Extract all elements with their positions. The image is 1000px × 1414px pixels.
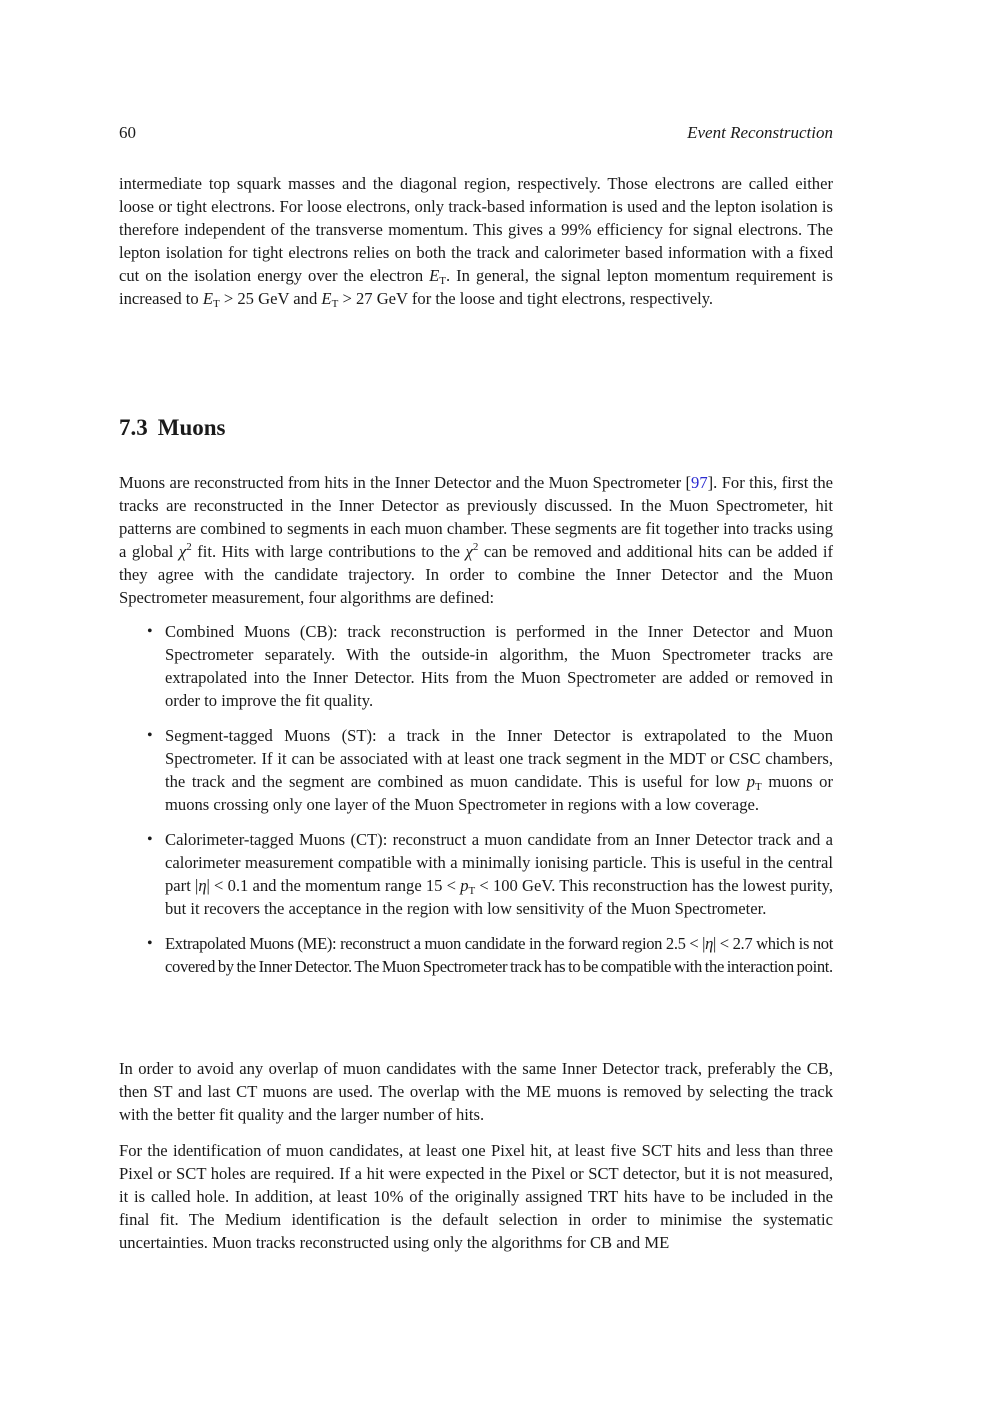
et-symbol: E [429, 265, 440, 285]
muon-reconstruction-paragraph [119, 472, 833, 609]
text-span: fit. Hits with large contributions to the [191, 541, 466, 561]
list-item-combined-muons [119, 621, 833, 713]
list-item-text [165, 830, 833, 918]
chi-symbol: χ [465, 541, 473, 561]
text-span: | < 0.1 and the momentum range 15 < [206, 875, 461, 895]
bullet-icon: • [147, 623, 153, 640]
eta-symbol: η [198, 875, 207, 895]
electron-isolation-paragraph [119, 173, 833, 310]
muon-identification-paragraph: For the identification of muon candidates, at least one Pixel hit, at least five SCT hits and less than three Pixel or SCT holes are required. If a hit were expected in the Pixel or SCT detector, but it is not measured, it is called hole. In addition, at least 10% of the originally assigned TRT hits have to be included in the final fit. The Medium identification is the default selection in order to minimise the systematic uncertainties. Muon tracks reconstructed using only the algorithms for CB and ME [119, 1141, 833, 1252]
list-item-text [165, 726, 833, 814]
running-header [119, 122, 833, 144]
pt-symbol: p [460, 875, 469, 895]
pt-subscript: T [755, 780, 762, 793]
text-span: Calorimeter-tagged Muons (CT): reconstruct a muon candidate from an Inner Detector track and a calorimeter measurement compatible with a minimally ionising particle. This is useful in the central part | [165, 829, 833, 895]
text-span: . In general, the signal lepton momentum requirement is increased to [119, 265, 833, 308]
et-subscript: T [213, 297, 220, 310]
list-item-extrapolated-muons [119, 933, 833, 979]
overlap-removal-paragraph: In order to avoid any overlap of muon candidates with the same Inner Detector track, preferably the CB, then ST and last CT muons are used. The overlap with the ME muons is removed by selecting the track with the better fit quality and the larger number of hits. [119, 1059, 833, 1124]
eta-symbol: η [705, 933, 714, 953]
text-span: | < 2.7 which is not covered by the Inner Detector. The Muon Spectrometer track has to be compatible with the interaction point. [165, 933, 833, 976]
list-item-calorimeter-tagged-muons [119, 829, 833, 921]
text-span: muons or muons crossing only one layer of the Muon Spectrometer in regions with a low coverage. [165, 771, 833, 814]
et-subscript: T [439, 274, 447, 287]
pt-symbol: p [746, 771, 756, 791]
list-item-text: Combined Muons (CB): track reconstruction is performed in the Inner Detector and Muon Spectrometer separately. With the outside-in algorithm, the Muon Spectrometer tracks are extrapolated into the Inner Detector. Hits from the Muon Spectrometer are added or removed in order to improve the fit quality. [165, 622, 833, 710]
text-span: > 25 GeV and [219, 288, 322, 308]
text-span: < 100 GeV. This reconstruction has the lowest purity, but it recovers the acceptance in the region with low sensitivity of the Muon Spectrometer. [165, 875, 833, 918]
chi-superscript: 2 [472, 540, 479, 553]
chi-symbol: χ [178, 541, 187, 561]
section-number: 7.3 [119, 415, 148, 440]
pt-subscript: T [468, 884, 476, 897]
section-title: Muons [157, 415, 226, 440]
bullet-icon: • [147, 830, 153, 848]
text-span: can be removed and additional hits can be added if they agree with the candidate trajectory. In order to combine the Inner Detector and the Muon Spectrometer measurement, four algorithms are defined: [119, 541, 834, 607]
et-symbol: E [321, 288, 332, 308]
chi-superscript: 2 [186, 540, 192, 553]
page-number: 60 [119, 123, 136, 142]
text-span: Extrapolated Muons (ME): reconstruct a muon candidate in the forward region 2.5 < | [165, 933, 706, 953]
et-symbol: E [202, 288, 213, 308]
text-span: ]. For this, first the tracks are reconstructed in the Inner Detector as previously discussed. In the Muon Spectrometer, hit patterns are combined to segments in each muon chamber. These segments are fit together into tracks using a global [119, 473, 833, 561]
algorithm-list [119, 621, 833, 991]
section-heading [119, 413, 226, 443]
list-item-text [165, 934, 833, 976]
text-span: intermediate top squark masses and the diagonal region, respectively. Those electrons are called either loose or tight electrons. For loose electrons, only track-based information is used and the lepton isolation is therefore independent of the transverse momentum. This gives a 99% efficiency for signal electrons. The lepton isolation for tight electrons relies on both the track and calorimeter based information with a fixed cut on the isolation energy over the electron [119, 174, 833, 285]
running-title: Event Reconstruction [687, 123, 833, 142]
et-subscript: T [331, 297, 339, 310]
text-span: Muons are reconstructed from hits in the Inner Detector and the Muon Spectrometer [ [119, 473, 692, 492]
text-span: > 27 GeV for the loose and tight electrons, respectively. [338, 288, 714, 308]
bullet-icon: • [147, 934, 153, 952]
citation-link[interactable]: 97 [691, 473, 708, 492]
text-span: Segment-tagged Muons (ST): a track in the Inner Detector is extrapolated to the Muon Spectrometer. If it can be associated with at least one track segment in the MDT or CSC chambers, the track and the segment are combined as muon candidate. This is useful for low [165, 725, 833, 791]
bullet-icon: • [147, 726, 153, 744]
list-item-segment-tagged-muons [119, 725, 833, 817]
